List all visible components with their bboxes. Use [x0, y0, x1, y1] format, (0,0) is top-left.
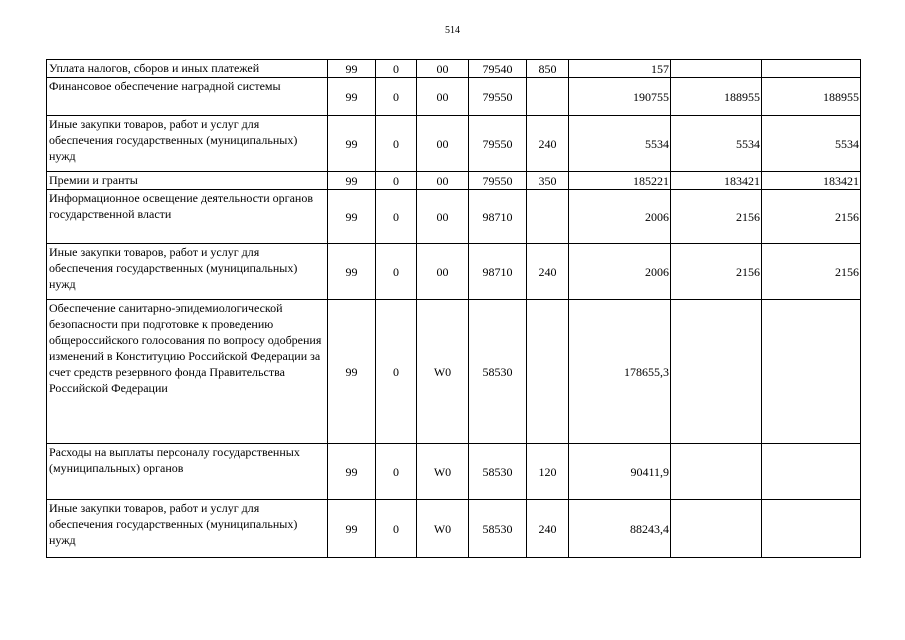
row-name: Иные закупки товаров, работ и услуг для обеспечения государственных (муниципальных) нужд	[47, 116, 328, 172]
table-row	[47, 116, 861, 172]
cell-year1: 157	[569, 60, 671, 78]
row-name: Премии и гранты	[47, 172, 328, 190]
cell-seg: 00	[417, 190, 469, 244]
cell-vr: 240	[527, 116, 569, 172]
cell-year2	[671, 300, 762, 444]
cell-seg: 00	[417, 116, 469, 172]
cell-vr: 240	[527, 500, 569, 558]
cell-gp: 99	[328, 300, 376, 444]
cell-gp: 99	[328, 78, 376, 116]
cell-pp: 0	[376, 444, 417, 500]
cell-seg: W0	[417, 500, 469, 558]
row-name: Обеспечение санитарно-эпидемиологической безопасности при подготовке к проведению общероссийского голосования по вопросу одобрения изменений в Конституцию Российской Федерации за счет средств резервного фонда Правительства Российской Федерации	[47, 300, 328, 444]
cell-vr: 240	[527, 244, 569, 300]
cell-seg: 00	[417, 244, 469, 300]
cell-gp: 99	[328, 116, 376, 172]
cell-year3	[762, 300, 861, 444]
cell-vr: 850	[527, 60, 569, 78]
table-row	[47, 60, 861, 78]
cell-gp: 99	[328, 444, 376, 500]
cell-vr: 350	[527, 172, 569, 190]
cell-year3: 2156	[762, 244, 861, 300]
cell-year1: 178655,3	[569, 300, 671, 444]
table-row	[47, 190, 861, 244]
cell-code: 79550	[469, 172, 527, 190]
cell-gp: 99	[328, 244, 376, 300]
row-name: Уплата налогов, сборов и иных платежей	[47, 60, 328, 78]
cell-year3: 5534	[762, 116, 861, 172]
cell-vr: 120	[527, 444, 569, 500]
cell-year3: 2156	[762, 190, 861, 244]
row-name: Финансовое обеспечение наградной системы	[47, 78, 328, 116]
row-name: Иные закупки товаров, работ и услуг для обеспечения государственных (муниципальных) нужд	[47, 500, 328, 558]
cell-code: 79540	[469, 60, 527, 78]
cell-year2	[671, 444, 762, 500]
cell-pp: 0	[376, 500, 417, 558]
row-name: Расходы на выплаты персоналу государственных (муниципальных) органов	[47, 444, 328, 500]
cell-vr	[527, 78, 569, 116]
cell-code: 58530	[469, 500, 527, 558]
cell-year2: 2156	[671, 244, 762, 300]
cell-year2: 2156	[671, 190, 762, 244]
cell-year3	[762, 60, 861, 78]
table-row	[47, 300, 861, 444]
cell-code: 98710	[469, 190, 527, 244]
table-row	[47, 444, 861, 500]
cell-year1: 5534	[569, 116, 671, 172]
row-name: Информационное освещение деятельности органов государственной власти	[47, 190, 328, 244]
cell-pp: 0	[376, 300, 417, 444]
cell-year2: 188955	[671, 78, 762, 116]
cell-pp: 0	[376, 244, 417, 300]
cell-code: 58530	[469, 300, 527, 444]
cell-year3: 183421	[762, 172, 861, 190]
cell-code: 98710	[469, 244, 527, 300]
cell-seg: 00	[417, 78, 469, 116]
cell-year1: 2006	[569, 244, 671, 300]
cell-code: 79550	[469, 116, 527, 172]
cell-gp: 99	[328, 172, 376, 190]
table-row	[47, 78, 861, 116]
cell-year2: 183421	[671, 172, 762, 190]
cell-year1: 2006	[569, 190, 671, 244]
cell-year3	[762, 444, 861, 500]
cell-code: 79550	[469, 78, 527, 116]
cell-seg: W0	[417, 300, 469, 444]
cell-year1: 88243,4	[569, 500, 671, 558]
cell-year2: 5534	[671, 116, 762, 172]
cell-year2	[671, 500, 762, 558]
cell-gp: 99	[328, 190, 376, 244]
cell-pp: 0	[376, 78, 417, 116]
cell-seg: W0	[417, 444, 469, 500]
cell-year1: 190755	[569, 78, 671, 116]
cell-vr	[527, 190, 569, 244]
table-row	[47, 172, 861, 190]
cell-pp: 0	[376, 60, 417, 78]
budget-table	[46, 59, 861, 558]
cell-gp: 99	[328, 60, 376, 78]
cell-year3	[762, 500, 861, 558]
page-number: 514	[445, 25, 460, 36]
row-name: Иные закупки товаров, работ и услуг для обеспечения государственных (муниципальных) нужд	[47, 244, 328, 300]
cell-year2	[671, 60, 762, 78]
cell-pp: 0	[376, 172, 417, 190]
cell-vr	[527, 300, 569, 444]
cell-year1: 185221	[569, 172, 671, 190]
cell-code: 58530	[469, 444, 527, 500]
cell-gp: 99	[328, 500, 376, 558]
cell-pp: 0	[376, 116, 417, 172]
table-row	[47, 500, 861, 558]
cell-year3: 188955	[762, 78, 861, 116]
table-row	[47, 244, 861, 300]
cell-year1: 90411,9	[569, 444, 671, 500]
cell-pp: 0	[376, 190, 417, 244]
cell-seg: 00	[417, 60, 469, 78]
cell-seg: 00	[417, 172, 469, 190]
